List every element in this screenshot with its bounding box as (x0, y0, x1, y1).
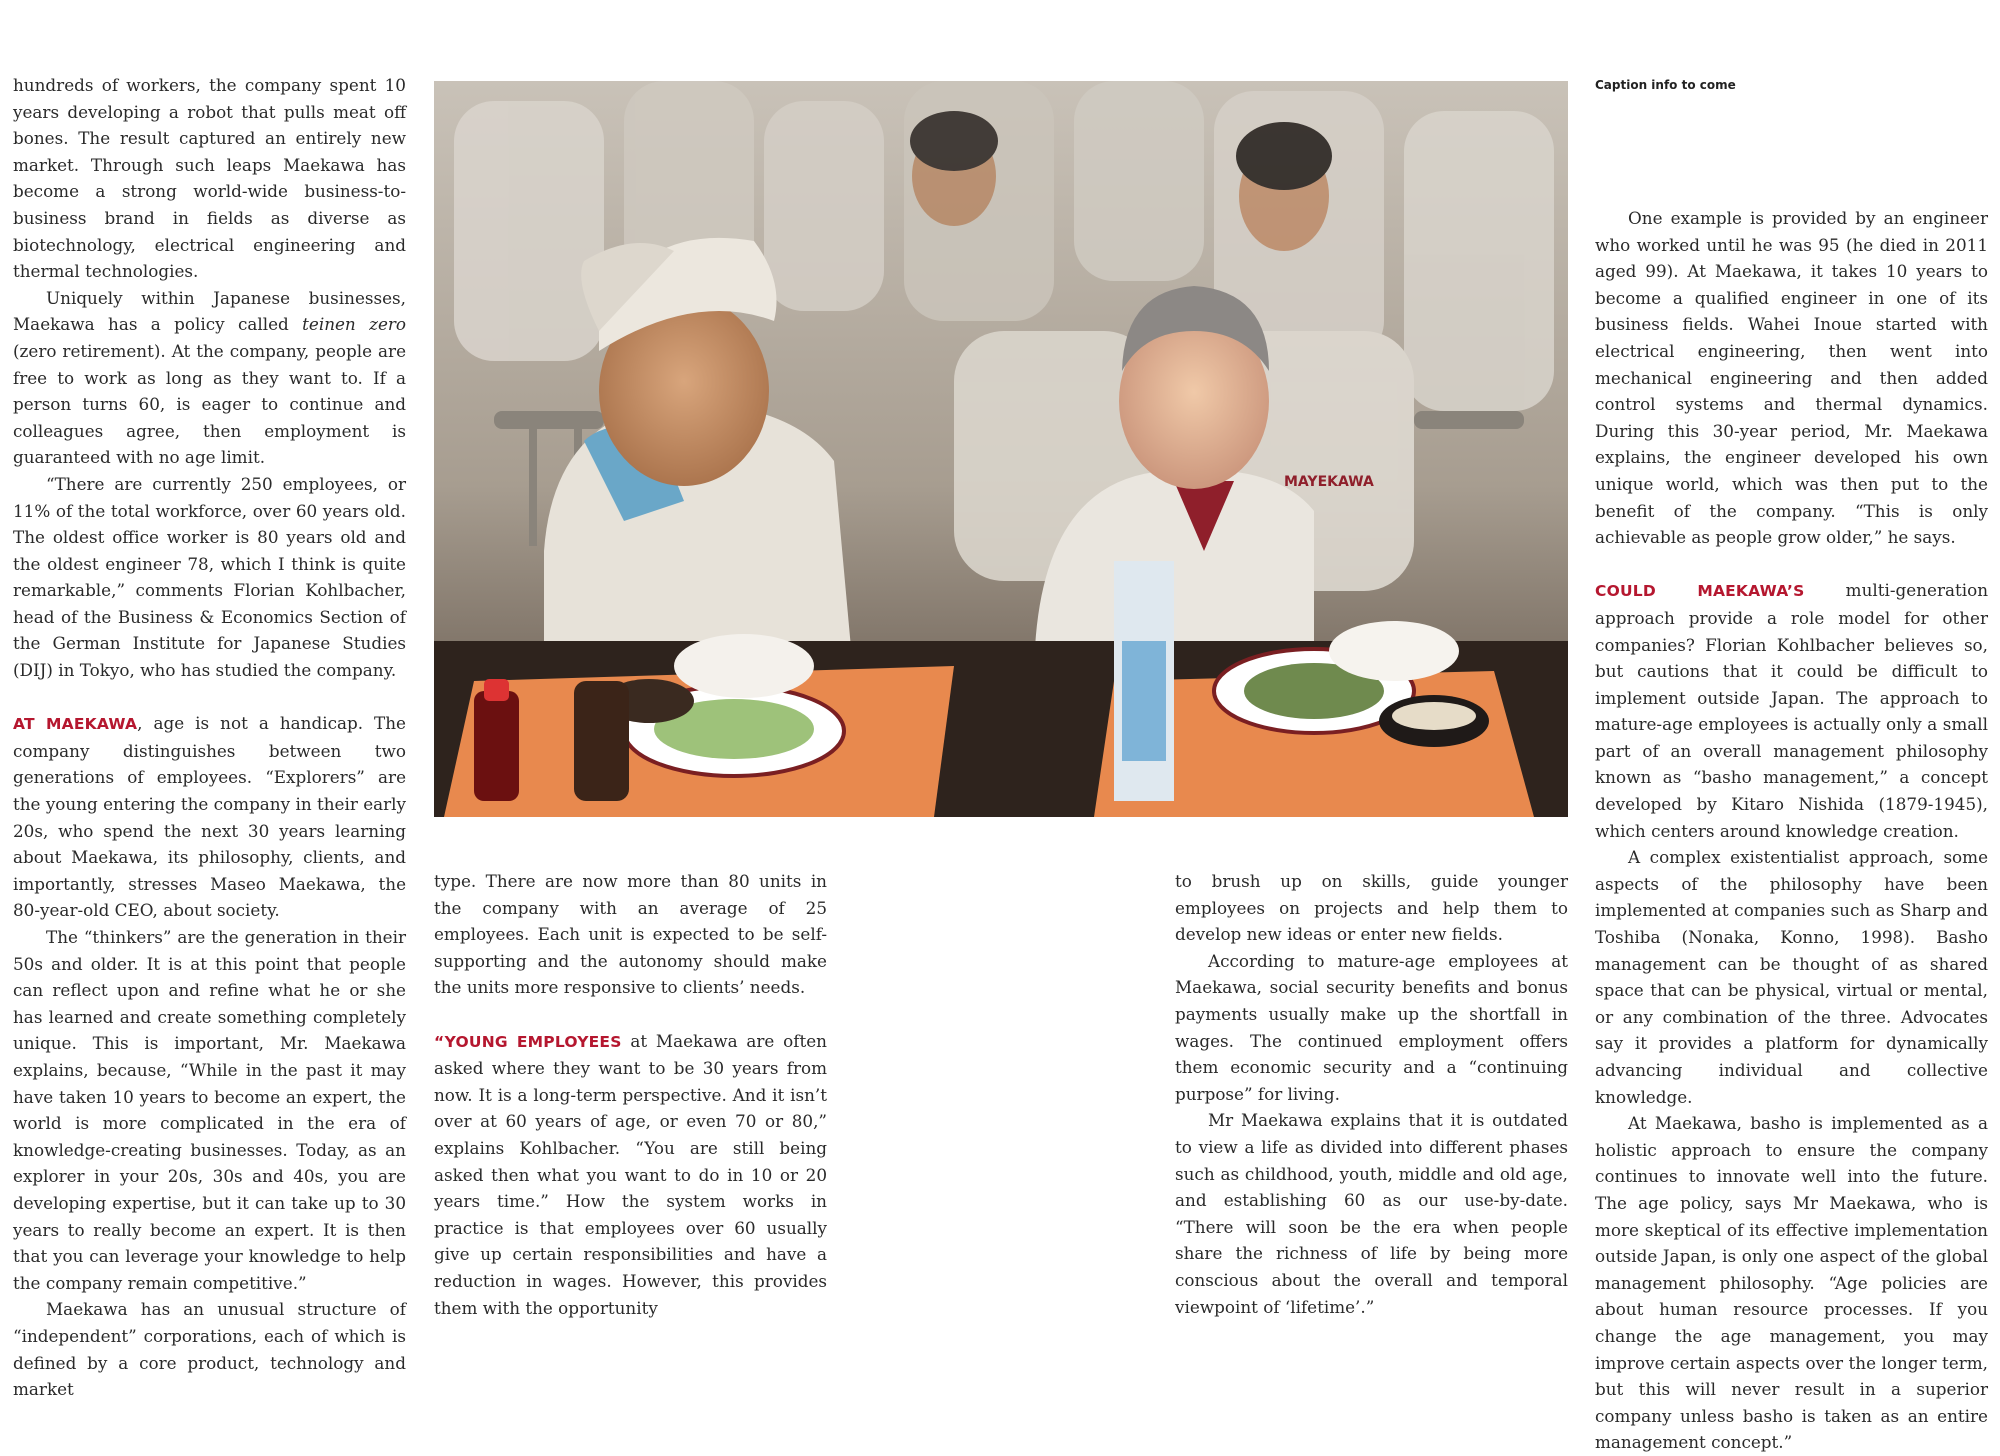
emphasis: teinen zero (302, 314, 406, 335)
paragraph: At Maekawa, basho is implemented as a holistic approach to ensure the company continues to innovate well into the future. The age policy, says Mr Maekawa, who is more skeptical of its effective implementation outside Japan, is only one aspect of the global management philosophy. “Age policies are about human resource processes. If you change the age management, you may improve certain aspects over the longer term, but this will never result in a superior company unless basho is taken as an entire management concept.” (1595, 1113, 1988, 1453)
section-lead-in: COULD MAEKAWA’S (1595, 582, 1805, 601)
text-column-3 (1175, 868, 1568, 1320)
paragraph: A complex existentialist approach, some aspects of the philosophy have been implemented at companies such as Sharp and Toshiba (Nonaka, Konno, 1998). Basho management can be thought of as shared space that can be physical, virtual or mental, or any combination of the three. Advocates say it provides a platform for dynamically advancing individual and collective knowledge. (1595, 847, 1988, 1107)
text-column-1 (13, 72, 406, 1403)
section-lead-in: AT MAEKAWA (13, 715, 138, 734)
paragraph: to brush up on skills, guide younger employees on projects and help them to develop new ideas or enter new fields. (1175, 871, 1568, 945)
paragraph: Maekawa has an unusual structure of “independent” corporations, each of which is defined by a core product, technology and market (13, 1299, 406, 1400)
cafeteria-photo (434, 81, 1568, 817)
section-lead-in: “YOUNG EMPLOYEES (434, 1032, 622, 1051)
paragraph: One example is provided by an engineer who worked until he was 95 (he died in 2011 aged 99). At Maekawa, it takes 10 years to become a qualified engineer in one of its business fields. Wahei Inoue started with electrical engineering, then went into mechanical engineering and then added control systems and thermal dynamics. During this 30-year period, Mr. Maekawa explains, the engineer developed his own unique world, which was then put to the benefit of the company. “This is only achievable as people grow older,” he says. (1595, 208, 1988, 548)
paragraph: hundreds of workers, the company spent 10 years developing a robot that pulls meat off bones. The result captured an entirely new market. Through such leaps Maekawa has become a strong world-wide business-to-business brand in fields as diverse as biotechnology, electrical engineering and thermal technologies. (13, 75, 406, 282)
paragraph: According to mature-age employees at Maekawa, social security benefits and bonus payments usually make up the shortfall in wages. The continued employment offers them economic security and a “continuing purpose” for living. (1175, 950, 1568, 1104)
photo-caption: Caption info to come (1595, 78, 1736, 92)
paragraph: AT MAEKAWA, age is not a handicap. The company distinguishes between two generations of employees. “Explorers” are the young entering the company in their early 20s, who spend the next 30 years learning about Maekawa, its philosophy, clients, and importantly, stresses Maseo Maekawa, the 80-year-old CEO, about society. (13, 713, 406, 921)
uniform-logo: MAYEKAWA (1284, 474, 1374, 490)
paragraph: “There are currently 250 employees, or 11% of the total workforce, over 60 years old. The oldest office worker is 80 years old and the oldest engineer 78, which I think is quite remarkable,” comments Florian Kohlbacher, head of the Business & Economics Section of the German Institute for Japanese Studies (DIJ) in Tokyo, who has studied the company. (13, 473, 406, 681)
paragraph: The “thinkers” are the generation in their 50s and older. It is at this point that people can reflect upon and refine what he or she has learned and create something completely unique. This is important, Mr. Maekawa explains, because, “While in the past it may have taken 10 years to become an expert, the world is more complicated in the era of knowledge-creating businesses. Today, as an explorer in your 20s, 30s and 40s, you are developing expertise, but it can take up to 30 years to really become an expert. It is then that you can leverage your knowledge to help the company remain competitive.” (13, 927, 406, 1293)
text-column-2 (434, 868, 827, 1321)
paragraph: Mr Maekawa explains that it is outdated to view a life as divided into different phases such as childhood, youth, middle and old age, and establishing 60 as our use-by-date. “There will soon be the era when people share the richness of life by being more conscious about the overall and temporal viewpoint of ‘lifetime’.” (1175, 1110, 1568, 1317)
paragraph: Uniquely within Japanese businesses, Maekawa has a policy called teinen zero (zero retirement). At the company, people are free to work as long as they want to. If a person turns 60, is eager to continue and colleagues agree, then employment is guaranteed with no age limit. (13, 287, 406, 468)
paragraph: COULD MAEKAWA’S multi-generation approach provide a role model for other companies? Florian Kohlbacher believes so, but cautions that it could be difficult to implement outside Japan. The approach to mature-age employees is actually only a small part of an overall management philosophy known as “basho management,” a concept developed by Kitaro Nishida (1879-1945), which centers around knowledge creation. (1595, 580, 1988, 841)
paragraph: type. There are now more than 80 units in the company with an average of 25 employees. Each unit is expected to be self-supporting and the autonomy should make the units more responsive to clients’ needs. (434, 871, 827, 998)
text-column-4 (1595, 205, 1988, 1456)
paragraph: “YOUNG EMPLOYEES at Maekawa are often asked where they want to be 30 years from now. It is a long-term perspective. And it isn’t over at 60 years of age, or even 70 or 80,” explains Kohlbacher. “You are still being asked then what you want to do in 10 or 20 years time.” How the system works in practice is that employees over 60 usually give up certain responsibilities and have a reduction in wages. However, this provides them with the opportunity (434, 1030, 827, 1318)
